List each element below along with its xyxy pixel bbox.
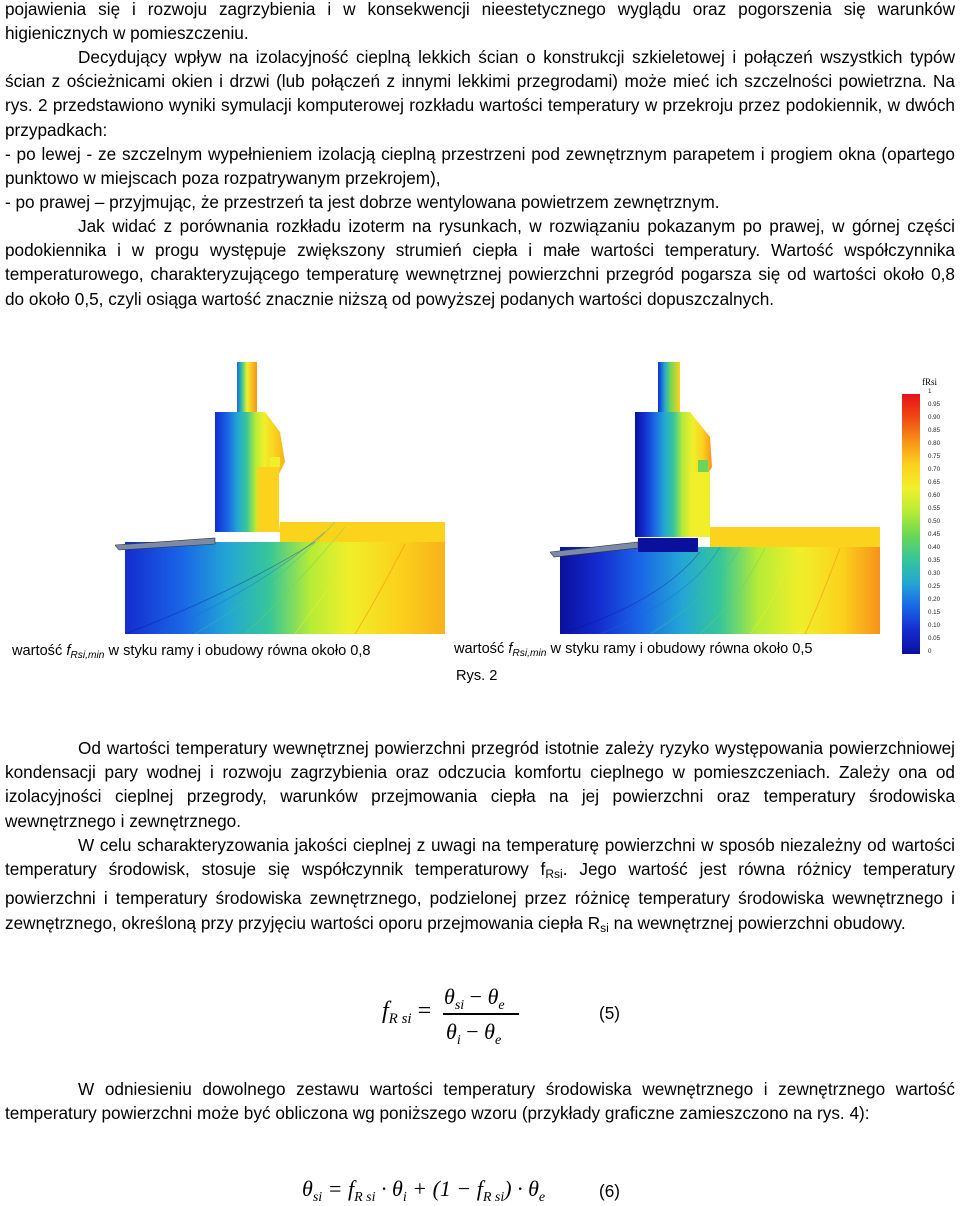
legend-value: 0.85 <box>928 427 941 434</box>
legend-value: 0.40 <box>928 544 941 551</box>
legend-value: 0.90 <box>928 414 941 421</box>
list-item-right-case: - po prawej – przyjmując, że przestrzeń ta jest dobrze wentylowana powietrzem zewnętrznym. <box>5 192 720 212</box>
eq6-number: (6) <box>599 1181 621 1201</box>
legend-value: 0.75 <box>928 453 941 460</box>
legend-value: 0.80 <box>928 440 941 447</box>
eq5-number: (5) <box>599 1003 621 1023</box>
legend-value: 0 <box>928 648 932 655</box>
color-scale-bar <box>902 394 920 654</box>
paragraph-temperature-factor: W celu scharakteryzowania jakości cieplnej z uwagi na temperaturę powierzchni w sposób niezależny od wartości temperatury środowisk, stosuje się współczynnik temperaturowy $f_{Rsi}$. Jego wartość jest równa różnicy temperatury powierzchni i temperatury środowiska zewnętrznego, podzielonej przez różnicę temperatury środowiska wewnętrznego i zewnętrznego, określoną przy przyjęciu wartości oporu przejmowania ciepła $R_{si}$ na wewnętrznej powierzchni obudowy. <box>5 835 955 935</box>
legend-value: 0.55 <box>928 505 941 512</box>
legend-value: 0.30 <box>928 570 941 577</box>
legend-value: 1 <box>928 388 932 395</box>
eq5-denominator: $\theta_i - \theta_e$ <box>446 1019 502 1048</box>
legend-value: 0.05 <box>928 635 941 642</box>
thermal-simulation-left <box>115 362 445 634</box>
legend-title: fRsi <box>922 377 938 387</box>
paragraph-surface-temperature: Od wartości temperatury wewnętrznej powierzchni przegród istotnie zależy ryzyko występowania powierzchniowej kondensacji pary wodnej i rozwoju zagrzybienia oraz odczucia komfortu cieplnego w pomieszczeniach. Zależy ona od izolacyjności cieplnej przegrody, warunków przejmowania ciepła na jej powierzchni oraz temperatury środowiska wewnętrznego i zewnętrznego. <box>5 738 955 831</box>
legend-value: 0.60 <box>928 492 941 499</box>
eq5-lhs: $f_{R si}$ = <box>382 998 432 1027</box>
paragraph-general-case: W odniesieniu dowolnego zestawu wartości temperatury środowiska wewnętrznego i zewnętrznego wartość temperatury powierzchni może być obliczona wg poniższego wzoru (przykłady graficzne zamieszczono na rys. 4): <box>5 1079 955 1124</box>
paragraph-continuation: pojawienia się i rozwoju zagrzybienia i w konsekwencji nieestetycznego wyglądu oraz pogorszenia się warunków higienicznych w pomieszczeniu. <box>5 0 955 44</box>
legend-value: 0.45 <box>928 531 941 538</box>
eq6: $\theta_{si} = f_{R si} \cdot \theta_i + (1 - f_{R si}) \cdot \theta_e$ <box>302 1176 546 1205</box>
caption-left: wartość $f_{Rsi,min}$ w styku ramy i obudowy równa około 0,8 <box>12 643 371 661</box>
paragraph-comparison: Jak widać z porównania rozkładu izoterm na rysunkach, w rozwiązaniu pokazanym po prawej, w górnej części podokiennika i w progu występuje zwiększony strumień ciepła i małe wartości temperatury. Wartość współczynnika temperaturowego, charakteryzującego temperaturę wewnętrznej powierzchni przegród pogarsza się od wartości około 0,8 do około 0,5, czyli osiąga wartość znacznie niższą od powyższej podanych wartości dopuszczalnych. <box>5 216 955 309</box>
eq5-fraction-bar <box>443 1013 519 1015</box>
legend-value: 0.20 <box>928 596 941 603</box>
figure-label: Rys. 2 <box>456 668 498 684</box>
legend-value: 0.25 <box>928 583 941 590</box>
legend-value: 0.95 <box>928 401 941 408</box>
thermal-simulation-right <box>550 362 880 634</box>
legend-value: 0.70 <box>928 466 941 473</box>
legend-value: 0.50 <box>928 518 941 525</box>
legend-value: 0.65 <box>928 479 941 486</box>
paragraph-air-tightness: Decydujący wpływ na izolacyjność cieplną lekkich ścian o konstrukcji szkieletowej i połączeń wszystkich typów ścian z ościeżnicami okien i drzwi (lub połączeń z innymi lekkimi przegrodami) może mieć ich szczelności powietrzna. Na rys. 2 przedstawiono wyniki symulacji komputerowej rozkładu wartości temperatury w przekroju przez podokiennik, w dwóch przypadkach: <box>5 47 955 140</box>
legend-value: 0.35 <box>928 557 941 564</box>
legend-value: 0.15 <box>928 609 941 616</box>
caption-right: wartość $f_{Rsi,min}$ w styku ramy i obudowy równa około 0,5 <box>454 641 813 659</box>
list-item-left-case: - po lewej - ze szczelnym wypełnieniem izolacją cieplną przestrzeni pod zewnętrznym parapetem i progiem okna (opartego punktowo w miejscach poza rozpatrywanym przekrojem), <box>5 144 955 189</box>
eq5-numerator: $\theta_{si} - \theta_e$ <box>444 984 505 1013</box>
legend-value: 0.10 <box>928 622 941 629</box>
